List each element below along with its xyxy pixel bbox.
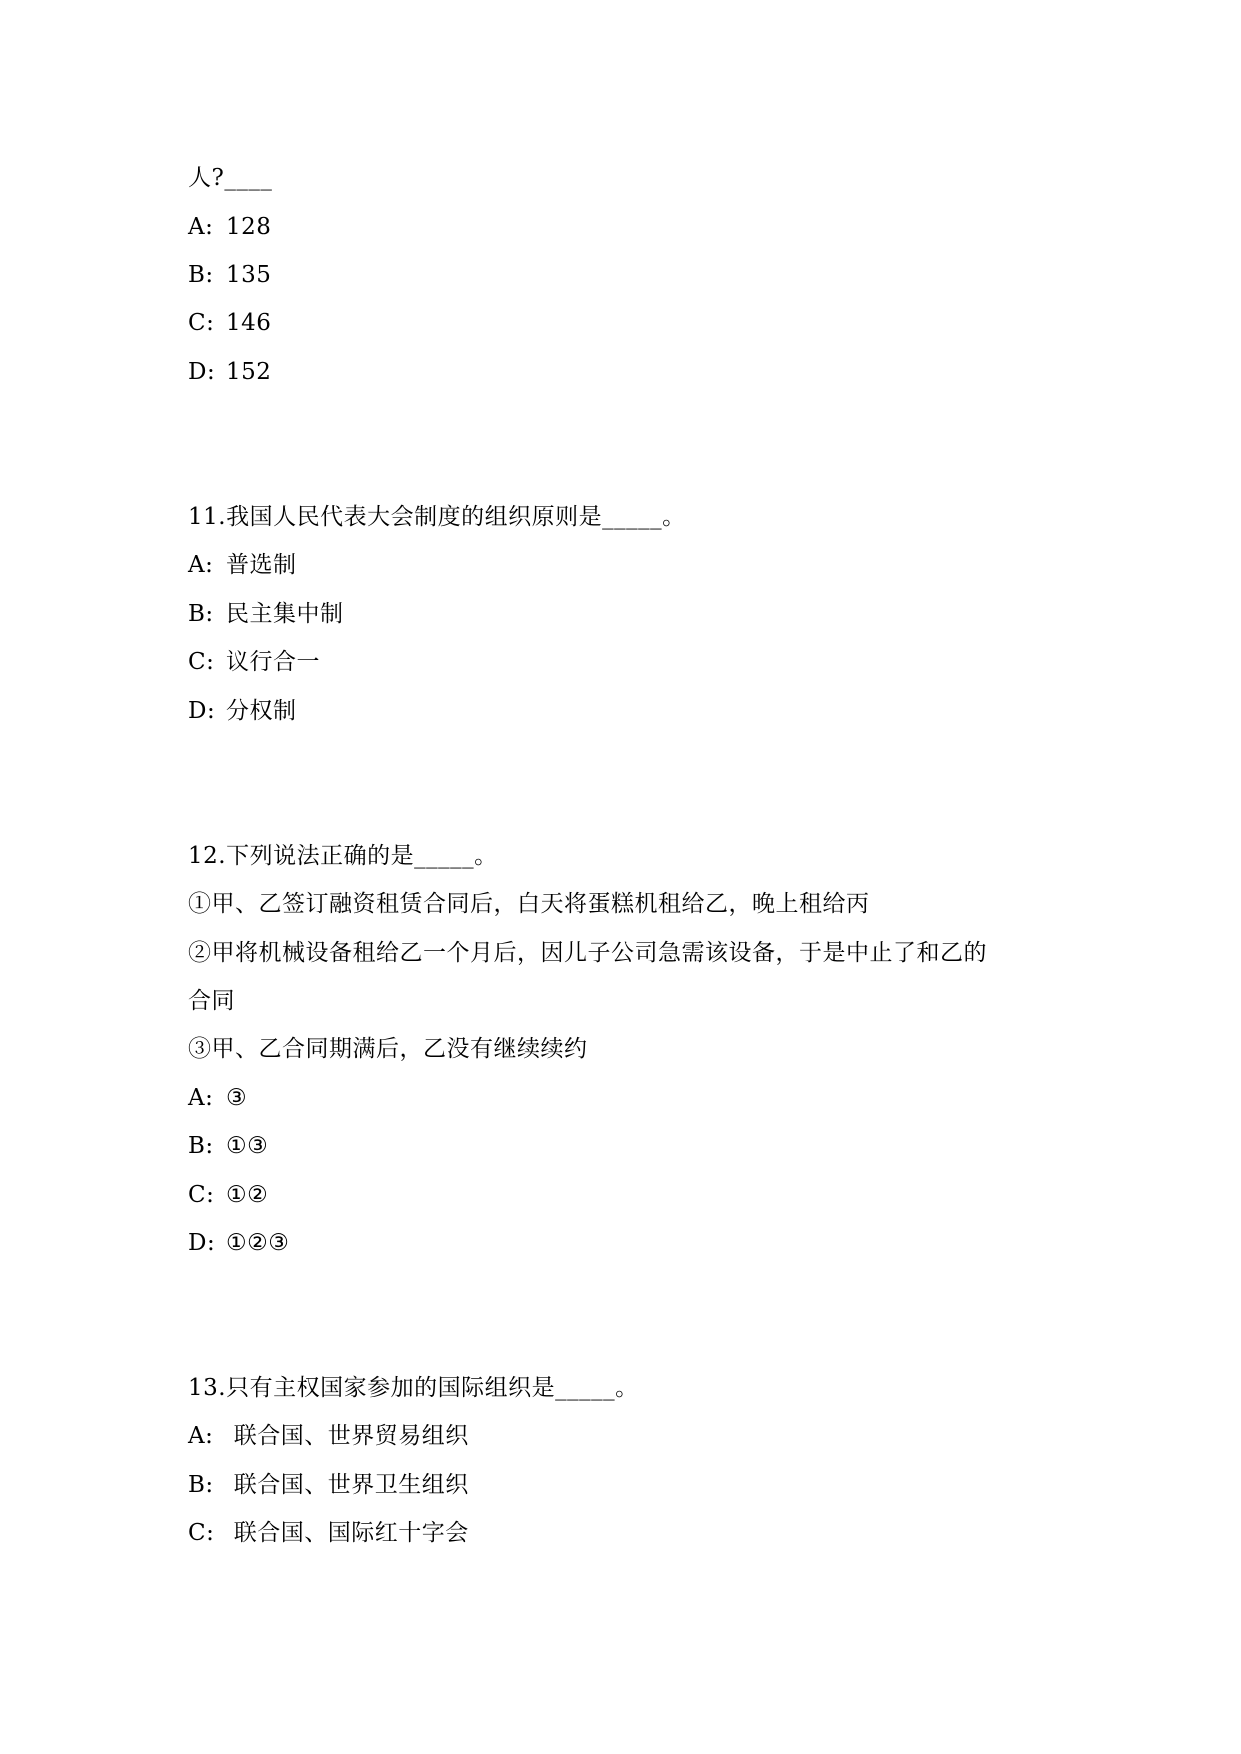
option-letter: C: <box>188 1182 215 1208</box>
option-letter: A: <box>188 552 214 578</box>
option-text: ③ <box>226 1085 248 1111</box>
q12-stem: 12.下列说法正确的是_____。 <box>188 843 498 869</box>
option-letter: C: <box>188 1520 215 1546</box>
option-text: ①②③ <box>226 1230 290 1256</box>
option-letter: B: <box>188 1472 214 1498</box>
q10-option-c <box>188 308 271 338</box>
option-text: 146 <box>226 310 272 336</box>
option-letter: A: <box>188 1085 214 1111</box>
option-text: 普选制 <box>226 552 297 578</box>
option-text: 联合国、世界贸易组织 <box>226 1423 469 1449</box>
q10-option-a <box>188 212 271 242</box>
option-letter: D: <box>188 359 216 385</box>
option-text: 128 <box>226 214 272 240</box>
q12-option-a <box>188 1083 247 1113</box>
q11-option-d <box>188 696 297 726</box>
q10-stem-continuation: 人?____ <box>188 165 273 191</box>
q10-option-d <box>188 357 271 387</box>
q13-option-b <box>188 1470 469 1500</box>
option-text: 分权制 <box>226 698 297 724</box>
option-text: ①② <box>226 1182 269 1208</box>
option-letter: A: <box>188 1423 214 1449</box>
q11-option-c <box>188 647 320 677</box>
option-letter: C: <box>188 310 215 336</box>
option-letter: B: <box>188 1133 214 1159</box>
q12-option-b <box>188 1131 268 1161</box>
q11-option-a <box>188 550 297 580</box>
option-text: 152 <box>226 359 272 385</box>
q13-stem: 13.只有主权国家参加的国际组织是_____。 <box>188 1375 639 1401</box>
option-letter: C: <box>188 649 215 675</box>
q13-option-c <box>188 1518 469 1548</box>
q12-option-d <box>188 1228 289 1258</box>
q10-option-b <box>188 260 271 290</box>
q13-option-a <box>188 1421 469 1451</box>
option-text: 135 <box>226 262 272 288</box>
q11-option-b <box>188 599 344 629</box>
option-letter: B: <box>188 262 214 288</box>
option-letter: D: <box>188 1230 216 1256</box>
q12-statement-2: ②甲将机械设备租给乙一个月后，因儿子公司急需该设备，于是中止了和乙的 <box>188 940 987 966</box>
option-text: ①③ <box>226 1133 269 1159</box>
q12-statement-3: ③甲、乙合同期满后，乙没有继续续约 <box>188 1036 588 1062</box>
q12-statement-1: ①甲、乙签订融资租赁合同后，白天将蛋糕机租给乙，晚上租给丙 <box>188 891 870 917</box>
option-letter: A: <box>188 214 214 240</box>
option-letter: B: <box>188 601 214 627</box>
option-text: 联合国、国际红十字会 <box>226 1520 469 1546</box>
option-text: 议行合一 <box>226 649 320 675</box>
option-letter: D: <box>188 698 216 724</box>
q12-statement-2-wrap: 合同 <box>188 988 235 1014</box>
q11-stem: 11.我国人民代表大会制度的组织原则是_____。 <box>188 504 686 530</box>
option-text: 联合国、世界卫生组织 <box>226 1472 469 1498</box>
q12-option-c <box>188 1180 268 1210</box>
option-text: 民主集中制 <box>226 601 344 627</box>
